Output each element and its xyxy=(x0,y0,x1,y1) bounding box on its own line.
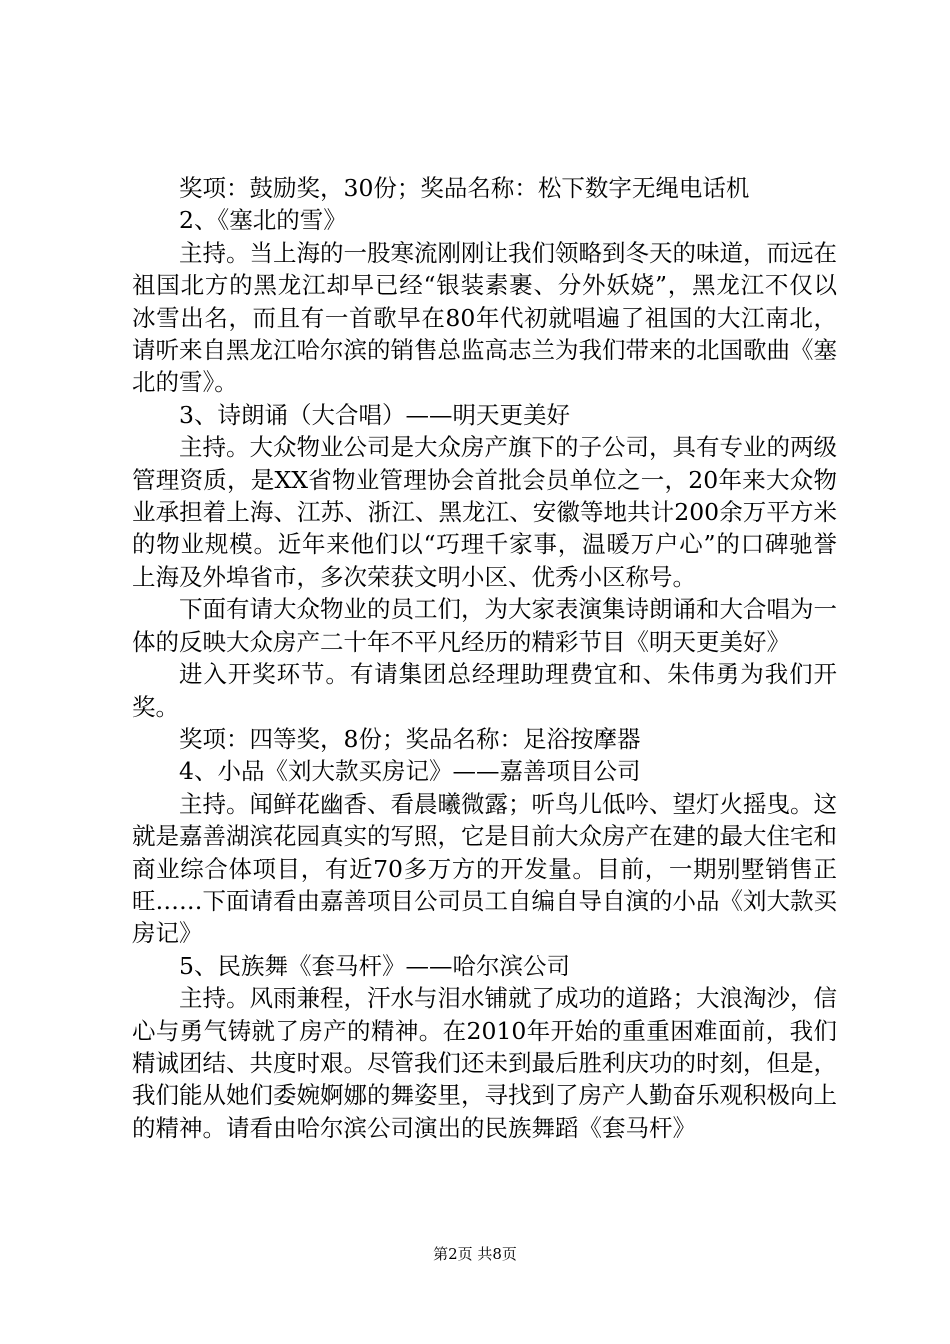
program-heading-3: 3、诗朗诵（大合唱）——明天更美好 xyxy=(179,400,570,429)
host-script-4: 主持。闻鲜花幽香、看晨曦微露；听鸟儿低吟、望灯火摇曳。这就是嘉善湖滨花园真实的写照，它是目前大众房产在建的最大住宅和商业综合体项目，有近70多万方的开发量。目前，一期别墅销售正旺……下面请看由嘉善项目公司员工自编自导自演的小品《刘大款买房记》 xyxy=(132,789,837,948)
host-script-5: 主持。风雨兼程，汗水与泪水铺就了成功的道路；大浪淘沙，信心与勇气铸就了房产的精神。在2010年开始的重重困难面前，我们精诚团结、共度时艰。尽管我们还未到最后胜利庆功的时刻，但是，我们能从她们委婉婀娜的舞姿里，寻找到了房产人勤奋乐观积极向上的精神。请看由哈尔滨公司演出的民族舞蹈《套马杆》 xyxy=(132,984,837,1142)
host-script-2: 主持。当上海的一股寒流刚刚让我们领略到冬天的味道，而远在祖国北方的黑龙江却早已经“银装素裹、分外妖娆”，黑龙江不仅以冰雪出名，而且有一首歌早在80年代初就唱遍了祖国的大江南北，请听来自黑龙江哈尔滨的销售总监高志兰为我们带来的北国歌曲《塞北的雪》。 xyxy=(132,238,837,397)
award-note-encouragement: 奖项：鼓励奖，30份；奖品名称：松下数字无绳电话机 xyxy=(179,174,750,202)
document-body xyxy=(132,172,837,1144)
host-script-3: 主持。大众物业公司是大众房产旗下的子公司，具有专业的两级管理资质，是XX省物业管理协会首批会员单位之一，20年来大众物业承担着上海、江苏、浙江、黑龙江、安徽等地共计200余万平方米的物业规模。近年来他们以“巧理千家事，温暖万户心”的口碑驰誉上海及外埠省市，多次荣获文明小区、优秀小区称号。 xyxy=(132,433,837,591)
award-note-fourth-prize: 奖项：四等奖，8份；奖品名称：足浴按摩器 xyxy=(179,724,641,753)
host-script-3-intro: 下面有请大众物业的员工们，为大家表演集诗朗诵和大合唱为一体的反映大众房产二十年不平凡经历的精彩节目《明天更美好》 xyxy=(132,595,837,656)
page-number: 第2页 共8页 xyxy=(433,1245,517,1263)
lottery-announcement: 进入开奖环节。有请集团总经理助理费宜和、朱伟勇为我们开奖。 xyxy=(132,660,837,721)
program-heading-4: 4、小品《刘大款买房记》——嘉善项目公司 xyxy=(179,757,641,786)
program-heading-5: 5、民族舞《套马杆》——哈尔滨公司 xyxy=(179,951,570,980)
program-heading-2: 2、《塞北的雪》 xyxy=(179,206,347,235)
